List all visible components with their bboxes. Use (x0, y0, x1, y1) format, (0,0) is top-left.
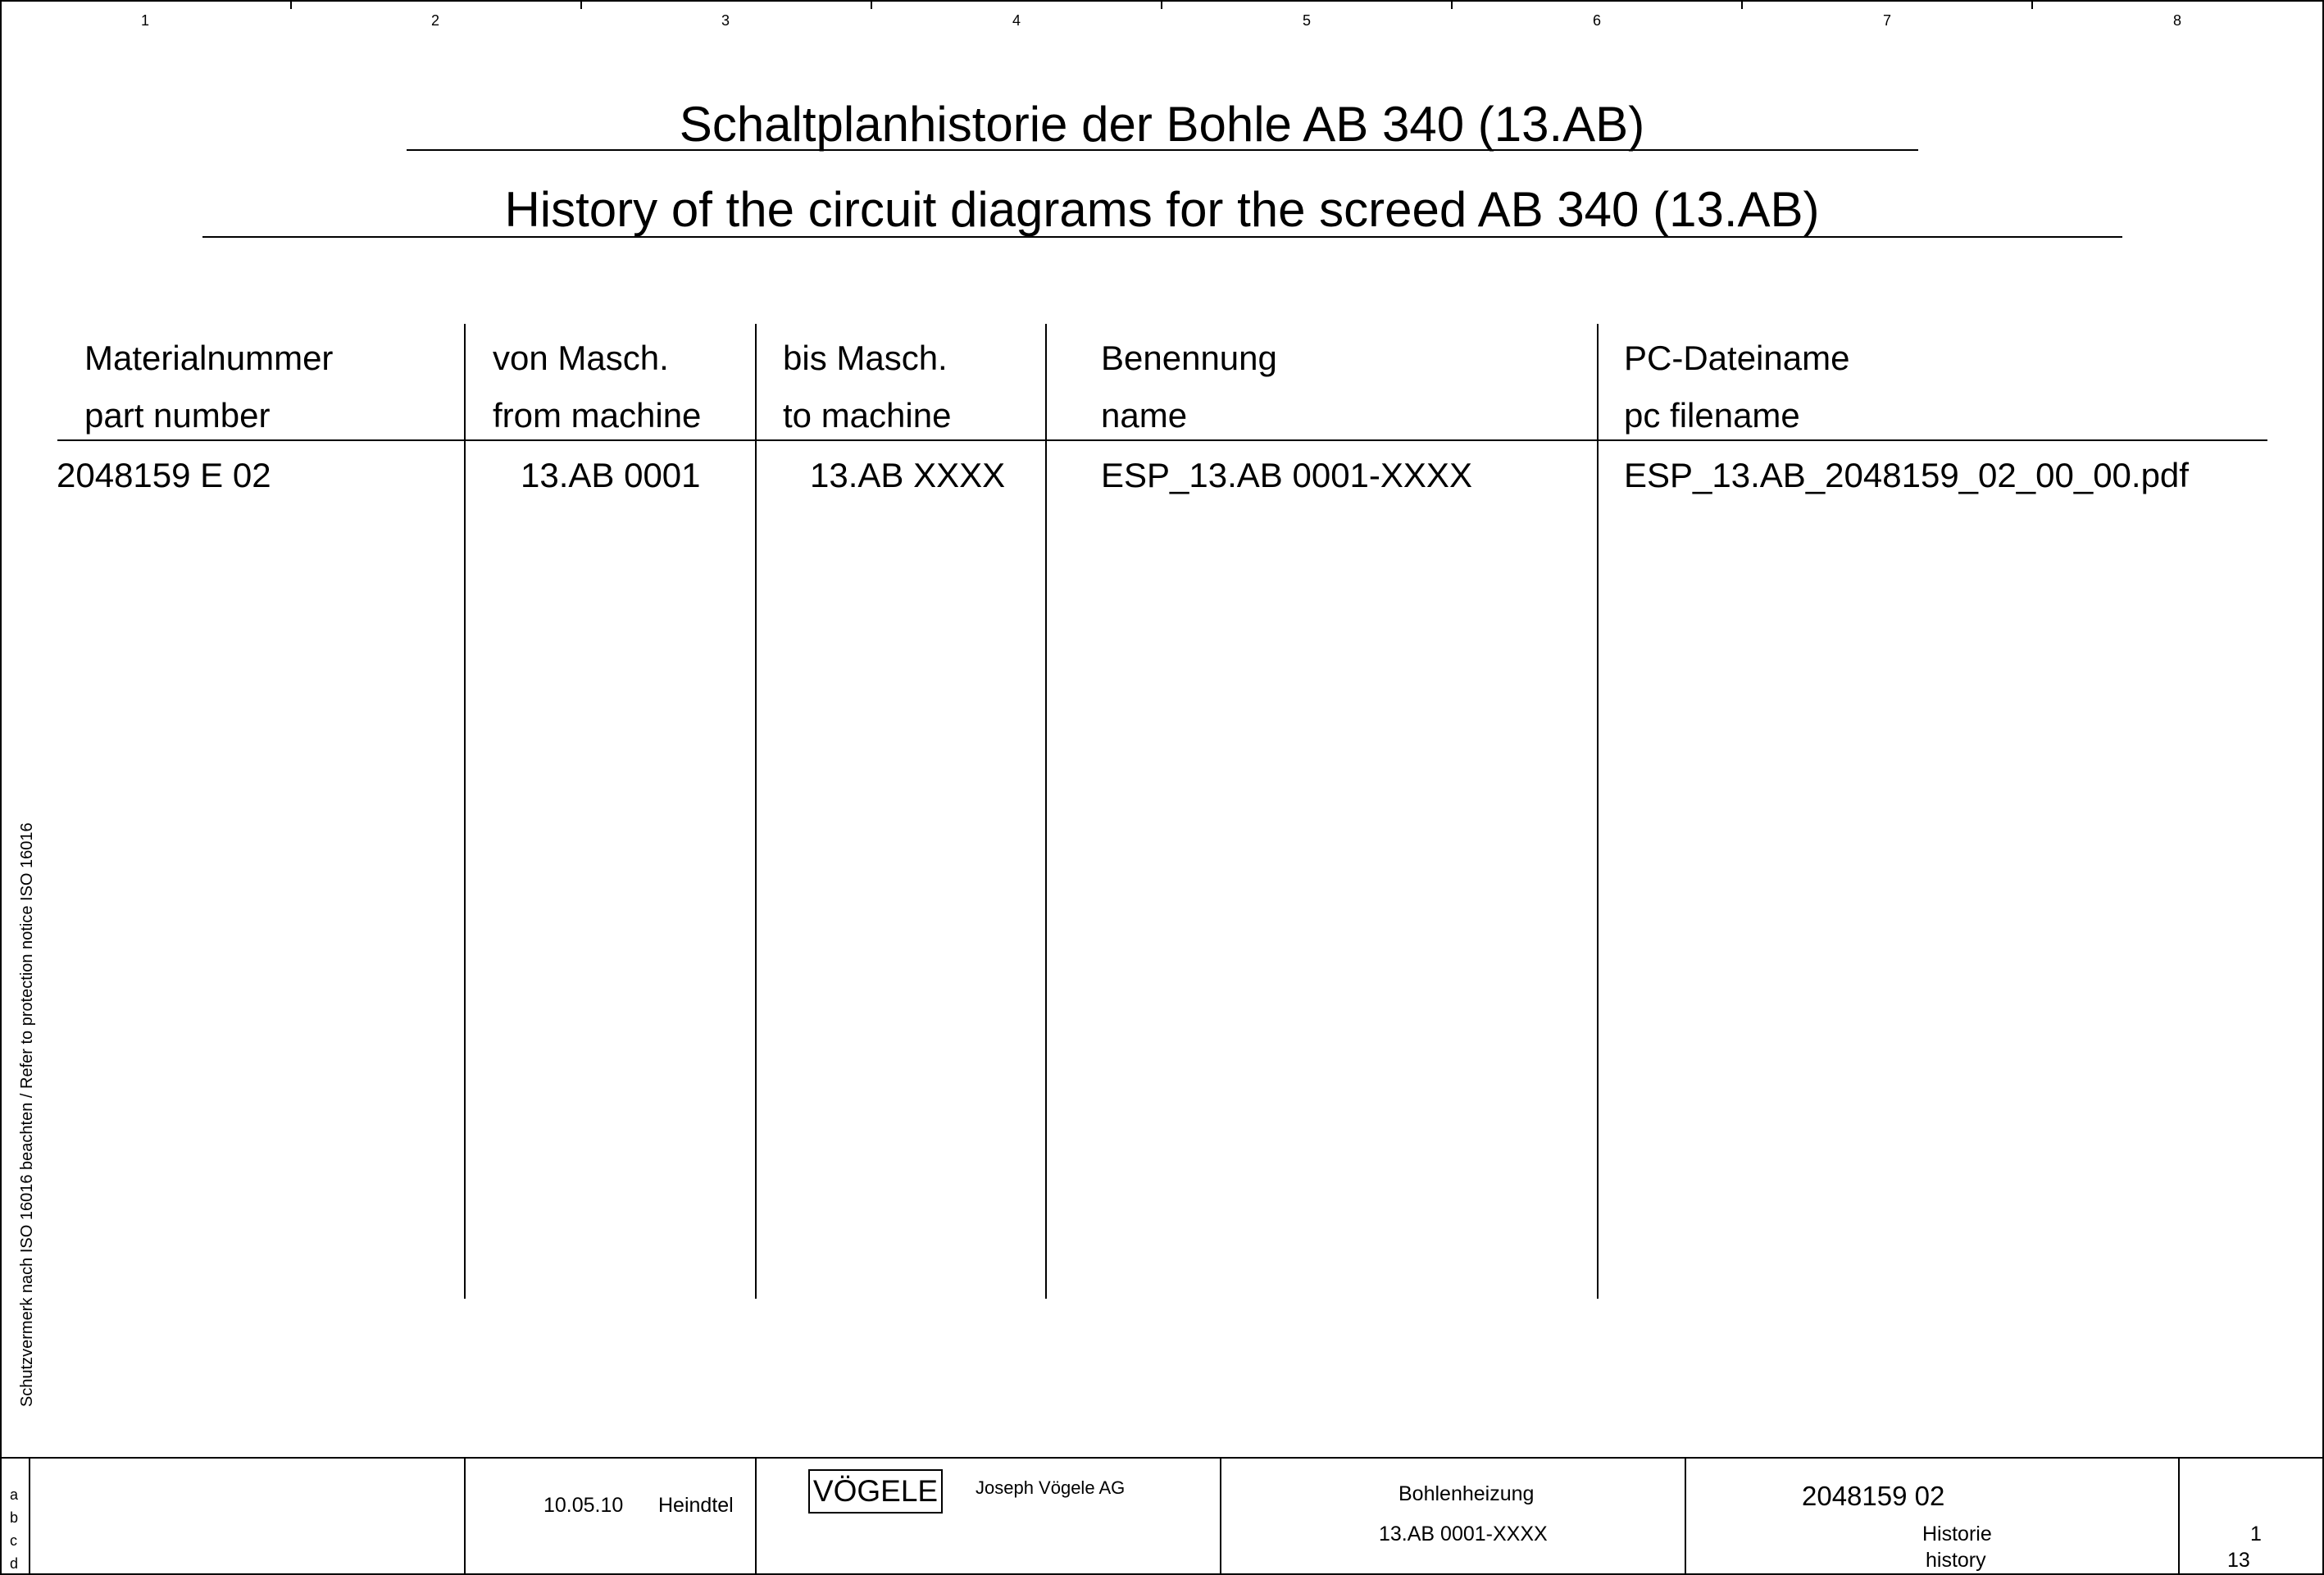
title-block-author: Heindtel (658, 1494, 734, 1517)
header-pc-filename-english: pc filename (1624, 396, 1800, 435)
header-part-number-german: Materialnummer (84, 339, 334, 377)
grid-row-letter: b (10, 1509, 19, 1526)
page-title-english: History of the circuit diagrams for the screed AB 340 (13.AB) (504, 182, 1820, 237)
grid-row-letter: c (10, 1532, 17, 1549)
cell-name: ESP_13.AB 0001-XXXX (1101, 456, 1472, 494)
header-to-machine-english: to machine (783, 396, 952, 435)
header-to-machine-german: bis Masch. (783, 339, 948, 377)
grid-column-number: 5 (1302, 12, 1312, 29)
header-pc-filename-german: PC-Dateiname (1624, 339, 1850, 377)
cell-to-machine: 13.AB XXXX (810, 456, 1006, 494)
title-block-sheet-title-german: Historie (1922, 1523, 1992, 1545)
title-block-sheet-title-english: history (1926, 1549, 1986, 1572)
grid-column-number: 8 (2172, 12, 2182, 29)
grid-row-letter: d (10, 1555, 19, 1572)
header-name-german: Benennung (1101, 339, 1277, 377)
grid-column-number: 7 (1882, 12, 1892, 29)
grid-row-letter: a (10, 1486, 19, 1503)
title-block-description: Bohlenheizung (1398, 1482, 1535, 1505)
cell-from-machine: 13.AB 0001 (521, 456, 701, 494)
title-block-total-pages: 13 (2227, 1549, 2250, 1572)
header-from-machine-german: von Masch. (493, 339, 669, 377)
grid-column-number: 2 (430, 12, 440, 29)
grid-column-number: 6 (1592, 12, 1602, 29)
grid-column-number: 1 (140, 12, 150, 29)
header-from-machine-english: from machine (493, 396, 702, 435)
title-block-drawing-number: 2048159 02 (1802, 1481, 1945, 1511)
title-block-page-number: 1 (2250, 1523, 2262, 1545)
protection-notice: Schutzvermerk nach ISO 16016 beachten / Refer to protection notice ISO 16016 (18, 822, 36, 1407)
title-block-company: Joseph Vögele AG (976, 1477, 1126, 1498)
grid-column-number: 3 (721, 12, 730, 29)
title-block-machine-range: 13.AB 0001-XXXX (1379, 1523, 1548, 1545)
grid-column-number: 4 (1012, 12, 1021, 29)
title-block-date: 10.05.10 (543, 1494, 624, 1517)
header-name-english: name (1101, 396, 1188, 435)
header-part-number-english: part number (84, 396, 271, 435)
page-title-german: Schaltplanhistorie der Bohle AB 340 (13.AB) (679, 97, 1645, 152)
voegele-logo: VÖGELE (808, 1469, 943, 1514)
cell-pc-filename: ESP_13.AB_2048159_02_00_00.pdf (1624, 456, 2189, 494)
cell-part-number: 2048159 E 02 (57, 456, 271, 494)
